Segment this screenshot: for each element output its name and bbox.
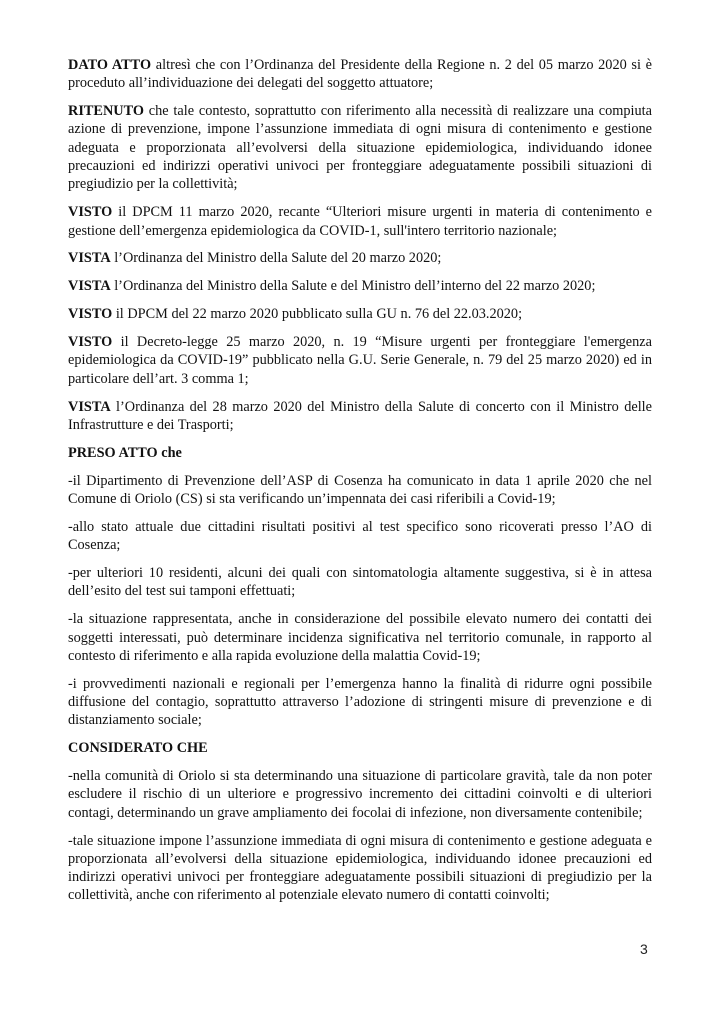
heading-preso-atto xyxy=(68,444,652,462)
paragraph-visto-dpcm-22-marzo xyxy=(68,305,652,323)
paragraph-text: altresì che con l’Ordinanza del Presidente della Regione n. 2 del 05 marzo 2020 si è proceduto all’individuazione dei delegati del soggetto attuatore; xyxy=(68,57,652,92)
paragraph-visto-decreto-legge xyxy=(68,333,652,388)
document-body xyxy=(68,56,652,905)
section-heading: PRESO ATTO che xyxy=(68,444,182,461)
paragraph-lead: VISTO xyxy=(68,204,113,221)
paragraph-text: l’Ordinanza del Ministro della Salute e del Ministro dell’interno del 22 marzo 2020; xyxy=(110,278,596,295)
paragraph-visto-dpcm-11-marzo xyxy=(68,203,652,240)
paragraph-lead: DATO ATTO xyxy=(68,57,152,73)
paragraph-text: l’Ordinanza del Ministro della Salute del 20 marzo 2020; xyxy=(110,250,442,267)
paragraph-text: il Decreto-legge 25 marzo 2020, n. 19 “Misure urgenti per fronteggiare l'emergenza epidemiologica da COVID-19” pubblicato nella G.U. Serie Generale, n. 79 del 25 marzo 2020) ed in particolare dell’art. 3 comma 1; xyxy=(68,334,652,387)
list-item: -nella comunità di Oriolo si sta determinando una situazione di particolare gravità, tale da non poter escludere il rischio di un ulteriore e progressivo incremento dei cittadini coinvolti e di ulteriori contagi, determinando un grave ampliamento dei focolai di infezione, non diversamente contenibile; xyxy=(68,768,652,821)
list-item: -allo stato attuale due cittadini risultati positivi al test specifico sono ricoverati presso l’AO di Cosenza; xyxy=(68,518,652,554)
paragraph-lead: VISTA xyxy=(68,250,111,267)
list-item: -la situazione rappresentata, anche in considerazione del possibile elevato numero dei contatti dei soggetti interessati, può determinare incidenza significativa nel territorio comunale, in rapporto al contesto di riferimento e alla rapida evoluzione della malattia Covid-19; xyxy=(68,611,652,664)
list-item: -il Dipartimento di Prevenzione dell’ASP di Cosenza ha comunicato in data 1 aprile 2020 che nel Comune di Oriolo (CS) si sta verificando un’impennata dei casi riferibili a Covid-19; xyxy=(68,472,652,507)
paragraph-lead: VISTA xyxy=(68,278,111,295)
paragraph-lead: VISTO xyxy=(68,306,113,323)
paragraph-text: l’Ordinanza del 28 marzo 2020 del Ministro della Salute di concerto con il Ministro delle Infrastrutture e dei Trasporti; xyxy=(68,398,652,433)
paragraph-vista-ordinanza-28-marzo xyxy=(68,398,652,435)
list-item: -tale situazione impone l’assunzione immediata di ogni misura di contenimento e gestione adeguata e proporzionata all’evolversi della situazione epidemiologica, individuando idonee precauzioni ed indirizzi operativi univoci per fronteggiare adeguatamente possibili situazioni di pregiudizio per la collettività, anche con riferimento al potenziale elevato numero di contatti coinvolti; xyxy=(68,832,652,904)
paragraph-vista-ordinanza-22-marzo xyxy=(68,277,652,295)
paragraph-lead: VISTO xyxy=(68,334,113,351)
paragraph-vista-ordinanza-20-marzo xyxy=(68,249,652,267)
heading-considerato xyxy=(68,739,652,757)
paragraph-text: il DPCM 11 marzo 2020, recante “Ulteriori misure urgenti in materia di contenimento e gestione dell’emergenza epidemiologica da COVID-1, sull'intero territorio nazionale; xyxy=(68,204,652,239)
paragraph-text: che tale contesto, soprattutto con riferimento alla necessità di realizzare una compiuta azione di prevenzione, impone l’assunzione immediata di ogni misura di contenimento e gestione adeguata e proporzionata all’evolversi della situazione epidemiologica, individuando idonee precauzioni ed indirizzi operativi univoci per fronteggiare adeguatamente possibili situazioni di pregiudizio per la collettività; xyxy=(68,103,652,193)
paragraph-text: il DPCM del 22 marzo 2020 pubblicato sulla GU n. 76 del 22.03.2020; xyxy=(112,306,523,323)
paragraph-ritenuto xyxy=(68,102,652,193)
list-item: -i provvedimenti nazionali e regionali per l’emergenza hanno la finalità di ridurre ogni possibile diffusione del contagio, soprattutto attraverso l’adozione di stringenti misure di prevenzione e di distanziamento sociale; xyxy=(68,675,652,729)
page-number: 3 xyxy=(640,941,648,957)
paragraph-dato-atto xyxy=(68,56,652,93)
paragraph-lead: VISTA xyxy=(68,398,111,415)
list-item: -per ulteriori 10 residenti, alcuni dei quali con sintomatologia altamente suggestiva, si è in attesa dell’esito del test sui tamponi effettuati; xyxy=(68,565,652,600)
section-heading: CONSIDERATO CHE xyxy=(68,740,208,757)
paragraph-lead: RITENUTO xyxy=(68,103,145,120)
